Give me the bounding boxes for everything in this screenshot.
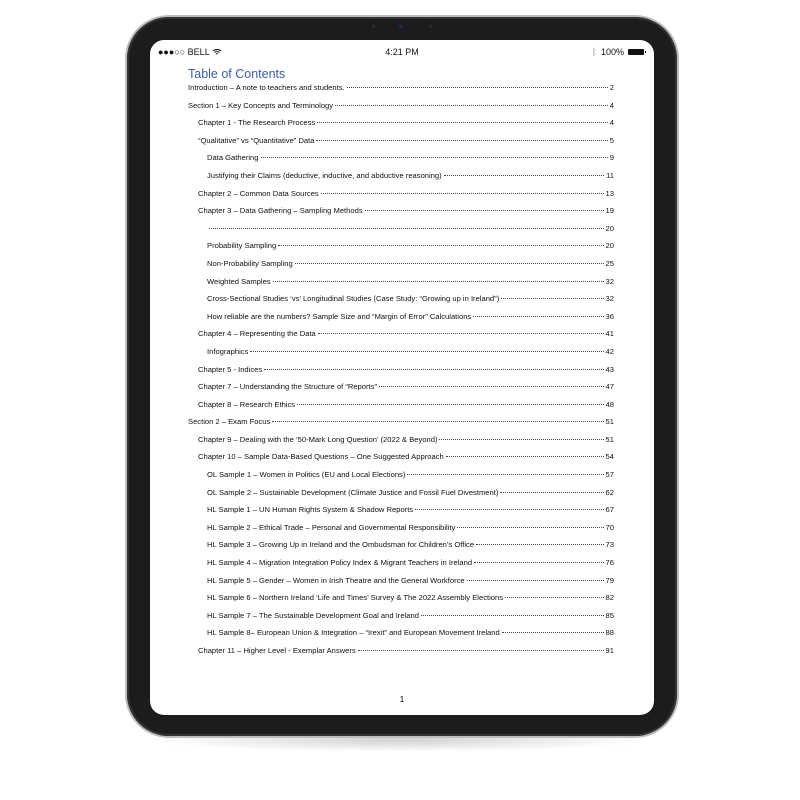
toc-entry-page: 88 xyxy=(605,628,614,638)
toc-entry[interactable] xyxy=(188,417,614,435)
toc-entry-text: OL Sample 1 – Women in Politics (EU and Local Elections) xyxy=(207,470,406,480)
toc-entry[interactable] xyxy=(188,365,614,383)
dot-leader xyxy=(335,105,608,106)
dot-leader xyxy=(318,333,604,334)
toc-entry[interactable] xyxy=(188,83,614,101)
toc-entry-text: HL Sample 7 – The Sustainable Development Goal and Ireland xyxy=(207,610,419,620)
toc-entry-text: Justifying their Claims (deductive, inductive, and abductive reasoning) xyxy=(207,170,442,180)
toc-entry-text: Cross-Sectional Studies ‘vs’ Longitudinal Studies (Case Study: “Growing up in Ireland”) xyxy=(207,294,500,304)
toc-entry-page: 51 xyxy=(605,434,614,444)
toc-entry-text: Section 1 – Key Concepts and Terminology xyxy=(188,100,334,110)
toc-entry-text: How reliable are the numbers? Sample Size and “Margin of Error” Calculations xyxy=(207,311,472,321)
toc-entry-page: 57 xyxy=(605,470,614,480)
toc-entry-page: 36 xyxy=(605,311,614,321)
toc-entry[interactable] xyxy=(188,118,614,136)
dot-leader xyxy=(474,562,603,563)
dot-leader xyxy=(365,210,604,211)
dot-leader xyxy=(502,632,604,633)
toc-entry-text: HL Sample 4 – Migration Integration Policy Index & Migrant Teachers in Ireland xyxy=(207,558,473,568)
dot-leader xyxy=(278,245,603,246)
toc-entry[interactable] xyxy=(188,206,614,224)
toc-entry-text: Chapter 11 – Higher Level - Exemplar Answers xyxy=(198,646,356,655)
dot-leader xyxy=(439,439,603,440)
clock: 4:21 PM xyxy=(385,47,419,57)
toc-entry-text: HL Sample 5 – Gender – Women in Irish Theatre and the General Workforce xyxy=(207,575,465,585)
status-right xyxy=(592,47,644,57)
toc-entry-text: HL Sample 2 – Ethical Trade – Personal and Governmental Responsibility xyxy=(207,522,456,532)
dot-leader xyxy=(379,386,604,387)
toc-entry[interactable] xyxy=(188,488,614,506)
toc-entry-page: 25 xyxy=(605,258,614,268)
dot-leader xyxy=(407,474,603,475)
dot-leader xyxy=(209,228,604,229)
toc-entry-text: Chapter 5 - Indices xyxy=(198,364,263,374)
toc-entry-text: Chapter 8 – Research Ethics xyxy=(198,399,296,409)
toc-entry[interactable] xyxy=(188,435,614,453)
toc-entry-page: 43 xyxy=(605,364,614,374)
dot-leader xyxy=(358,650,604,651)
toc-entry-page: 47 xyxy=(605,382,614,392)
toc-entry-text: HL Sample 1 – UN Human Rights System & Shadow Reports xyxy=(207,505,414,515)
toc-entry-text: Chapter 9 – Dealing with the ‘50-Mark Long Question’ (2022 & Beyond) xyxy=(198,434,438,444)
toc-entry-text: Infographics xyxy=(207,346,249,356)
dot-leader xyxy=(273,281,604,282)
toc-entry-page: 85 xyxy=(605,610,614,620)
dot-leader xyxy=(467,580,604,581)
toc-entry-page: 2 xyxy=(609,83,614,92)
dot-leader xyxy=(444,175,604,176)
toc-entry-page: 20 xyxy=(605,223,614,233)
dot-leader xyxy=(317,122,608,123)
dot-leader xyxy=(321,193,604,194)
toc-entry[interactable] xyxy=(188,611,614,629)
toc-entry[interactable] xyxy=(188,628,614,646)
toc-entry-text: Chapter 10 – Sample Data-Based Questions – One Suggested Approach xyxy=(198,452,444,462)
toc-entry-page: 4 xyxy=(609,100,614,110)
toc-entry[interactable] xyxy=(188,312,614,330)
dot-leader xyxy=(295,263,604,264)
toc-entry-page: 20 xyxy=(605,241,614,251)
toc-entry[interactable] xyxy=(188,241,614,259)
screen xyxy=(150,40,654,715)
toc-entry[interactable] xyxy=(188,382,614,400)
toc-entry-page: 70 xyxy=(605,522,614,532)
toc-entry[interactable] xyxy=(188,452,614,470)
dot-leader xyxy=(505,597,604,598)
toc-entry[interactable] xyxy=(188,558,614,576)
sensor-icon xyxy=(427,23,434,30)
toc-entry[interactable] xyxy=(188,259,614,277)
camera-icon xyxy=(398,24,403,29)
page-number: 1 xyxy=(399,695,405,704)
toc-entry-text: Non-Probability Sampling xyxy=(207,258,293,268)
dot-leader xyxy=(500,492,603,493)
status-bar xyxy=(150,40,654,64)
toc-entry[interactable] xyxy=(188,540,614,558)
toc-entry-text: Introduction – A note to teachers and students. xyxy=(188,83,345,92)
toc-entry-text: HL Sample 6 – Northern Ireland ‘Life and Times’ Survey & The 2022 Assembly Elections xyxy=(207,593,504,603)
toc-entry[interactable] xyxy=(188,523,614,541)
battery-percent: 100% xyxy=(600,47,624,57)
toc-entry[interactable] xyxy=(188,101,614,119)
toc-entry-page: 19 xyxy=(605,206,614,216)
toc-entry-text: Chapter 4 – Representing the Data xyxy=(198,329,316,339)
toc-entry-page: 91 xyxy=(605,646,614,655)
sensor-icon xyxy=(370,23,377,30)
dot-leader xyxy=(421,615,604,616)
toc-title: Table of Contents xyxy=(188,67,286,81)
toc-entry-page: 79 xyxy=(605,575,614,585)
toc-entry[interactable] xyxy=(188,646,614,664)
toc-entry[interactable] xyxy=(188,347,614,365)
table-of-contents xyxy=(188,83,614,664)
toc-entry[interactable] xyxy=(188,576,614,594)
toc-entry-page: 67 xyxy=(605,505,614,515)
dot-leader xyxy=(457,527,603,528)
toc-entry-page: 51 xyxy=(605,417,614,427)
toc-entry-text: HL Sample 8– European Union & Integration – “Irexit” and European Movement Ireland xyxy=(207,628,500,638)
toc-entry[interactable] xyxy=(188,224,614,242)
dot-leader xyxy=(501,298,603,299)
toc-entry-text: HL Sample 3 – Growing Up in Ireland and the Ombudsman for Children’s Office xyxy=(207,540,475,550)
toc-entry-text: Section 2 – Exam Focus xyxy=(188,417,271,427)
dot-leader xyxy=(415,509,603,510)
dot-leader xyxy=(347,87,608,88)
toc-entry[interactable] xyxy=(188,505,614,523)
toc-entry-text: Data Gathering xyxy=(207,153,259,163)
toc-entry[interactable] xyxy=(188,136,614,154)
toc-entry-page: 42 xyxy=(605,346,614,356)
toc-entry[interactable] xyxy=(188,329,614,347)
toc-entry[interactable] xyxy=(188,171,614,189)
toc-entry-page: 48 xyxy=(605,399,614,409)
dot-leader xyxy=(261,157,608,158)
toc-entry[interactable] xyxy=(188,153,614,171)
dot-leader xyxy=(297,404,603,405)
toc-entry[interactable] xyxy=(188,470,614,488)
toc-entry-page: 11 xyxy=(606,170,614,180)
toc-entry-text: Probability Sampling xyxy=(207,241,277,251)
toc-entry-text: Chapter 2 – Common Data Sources xyxy=(198,188,319,198)
toc-entry[interactable] xyxy=(188,189,614,207)
carrier-label: ●●●○○ BELL xyxy=(158,47,210,57)
toc-entry-text: “Qualitative” vs “Quantitative” Data xyxy=(198,135,315,145)
toc-entry-text: Chapter 7 – Understanding the Structure of “Reports” xyxy=(198,382,377,392)
bluetooth-icon: ᛒ xyxy=(591,47,597,57)
dot-leader xyxy=(316,140,607,141)
toc-entry-text: Chapter 3 – Data Gathering – Sampling Methods xyxy=(198,206,363,216)
toc-entry-text: OL Sample 2 – Sustainable Development (Climate Justice and Fossil Fuel Divestment) xyxy=(207,487,499,497)
toc-entry-text: Chapter 1 - The Research Process xyxy=(198,118,316,128)
battery-icon xyxy=(628,49,644,55)
dot-leader xyxy=(446,456,604,457)
toc-entry-page: 9 xyxy=(609,153,614,163)
toc-entry-page: 32 xyxy=(605,276,614,286)
dot-leader xyxy=(264,369,603,370)
toc-entry-page: 76 xyxy=(605,558,614,568)
toc-entry[interactable] xyxy=(188,400,614,418)
toc-entry-page: 5 xyxy=(609,135,614,145)
dot-leader xyxy=(250,351,603,352)
toc-entry-page: 4 xyxy=(609,118,614,128)
dot-leader xyxy=(272,421,603,422)
toc-entry-page: 32 xyxy=(605,294,614,304)
toc-entry[interactable] xyxy=(188,593,614,611)
toc-entry-page: 13 xyxy=(605,188,614,198)
toc-entry[interactable] xyxy=(188,294,614,312)
toc-entry-page: 82 xyxy=(605,593,614,603)
dot-leader xyxy=(473,316,603,317)
toc-entry[interactable] xyxy=(188,277,614,295)
toc-entry-page: 41 xyxy=(605,329,614,339)
toc-entry-page: 62 xyxy=(605,487,614,497)
toc-entry-page: 54 xyxy=(605,452,614,462)
dot-leader xyxy=(476,544,604,545)
toc-entry-text: Weighted Samples xyxy=(207,276,271,286)
toc-entry-page: 73 xyxy=(605,540,614,550)
